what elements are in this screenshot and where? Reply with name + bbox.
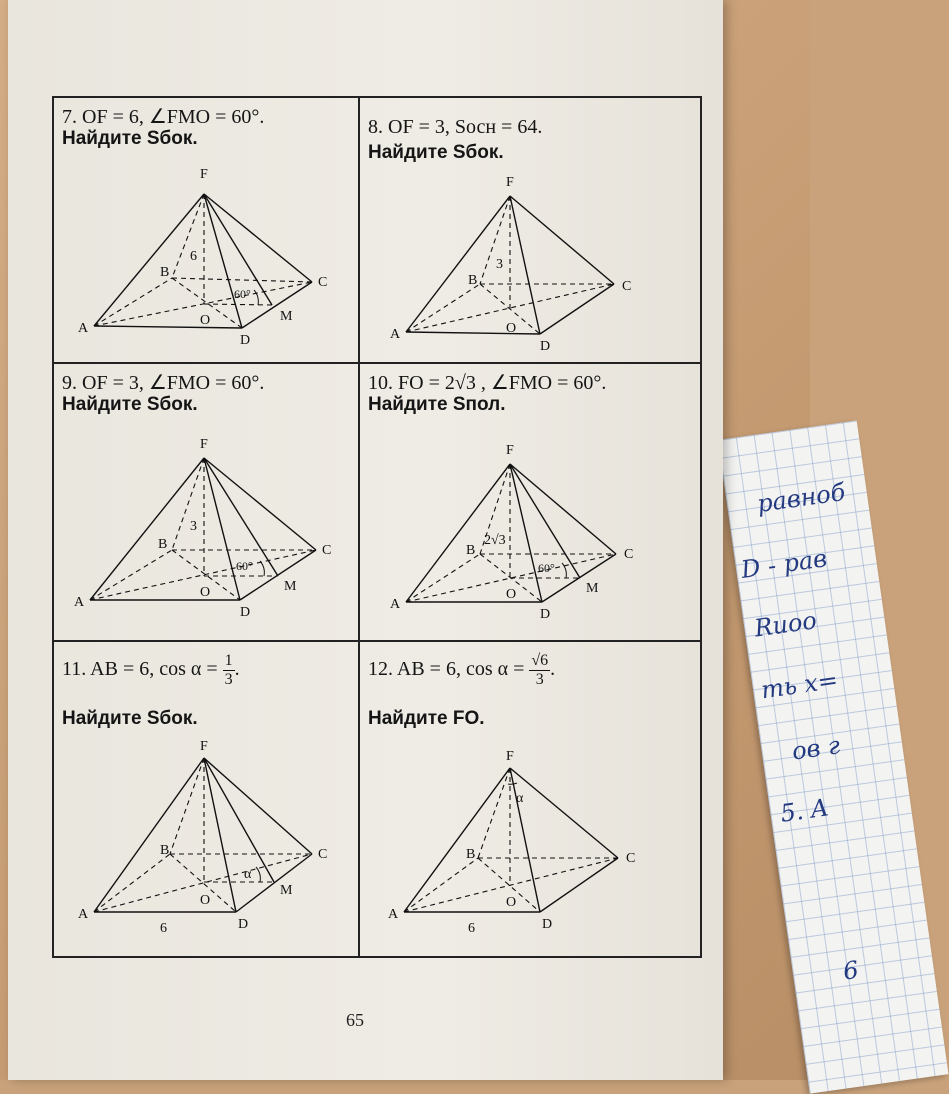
problem-7 [53, 97, 359, 363]
vertex-label: O [506, 587, 517, 602]
problem-task: Найдите Sбок. [62, 394, 198, 415]
fraction: $\frac{√6}{3}$ [531, 652, 549, 688]
vertex-label: A [78, 907, 89, 922]
vertex-label: F [200, 437, 208, 452]
vertex-label: F [200, 739, 208, 754]
vertex-label: D [542, 917, 553, 932]
handwritten-line: 5. A [778, 793, 830, 828]
vertex-label: A [388, 907, 399, 922]
angle-label: 60° [234, 287, 251, 301]
height-label: 2√3 [484, 533, 506, 548]
handwritten-line: ть x= [759, 665, 840, 705]
side-label: 6 [160, 921, 167, 936]
handwritten-line: равноб [755, 477, 847, 519]
vertex-label: B [160, 843, 170, 858]
angle-label: α [516, 791, 524, 806]
angle-label: α [244, 867, 252, 882]
problem-11 [53, 641, 359, 957]
vertex-label: C [318, 275, 328, 290]
problem-title: 12. AB = 6, cos α = $\frac{√6}{3}$ . [368, 652, 556, 688]
vertex-label: B [160, 265, 170, 280]
pyramid-diagram [54, 98, 360, 364]
vertex-label: F [506, 749, 514, 764]
pyramid-diagram [360, 642, 702, 958]
vertex-label: A [390, 597, 401, 612]
side-label: 6 [468, 921, 475, 936]
vertex-label: C [318, 847, 328, 862]
vertex-label: C [622, 279, 632, 294]
vertex-label: B [466, 543, 476, 558]
vertex-label: O [200, 585, 211, 600]
vertex-label: C [624, 547, 634, 562]
handwritten-line: D - рав [739, 544, 829, 584]
vertex-label: D [540, 339, 551, 354]
vertex-label: B [468, 273, 478, 288]
vertex-label: C [626, 851, 636, 866]
vertex-label: A [78, 321, 89, 336]
problem-title: 11. AB = 6, cos α = $\frac{1}{3}$ . [62, 652, 240, 688]
vertex-label: F [506, 175, 514, 190]
height-label: 6 [190, 249, 197, 264]
problem-9 [53, 363, 359, 641]
page-number: 65 [346, 1010, 364, 1030]
vertex-label: M [586, 581, 599, 596]
vertex-label: O [506, 321, 517, 336]
vertex-label: F [506, 443, 514, 458]
problem-task: Найдите FO. [368, 708, 485, 729]
problem-title: 8. OF = 3, Sосн = 64. [368, 116, 543, 138]
pyramid-diagram [360, 364, 702, 642]
vertex-label: B [466, 847, 476, 862]
fraction: $\frac{1}{3}$ [224, 652, 233, 688]
handwritten-line: Rиоо [752, 606, 819, 643]
vertex-label: O [200, 313, 211, 328]
vertex-label: D [540, 607, 551, 622]
height-label: 3 [496, 257, 503, 272]
problem-title: 10. FO = 2√3 , ∠FMO = 60°. [368, 372, 607, 394]
vertex-label: O [200, 893, 211, 908]
problem-task: Найдите Sбок. [62, 128, 198, 149]
handwritten-line: 6 [841, 955, 861, 986]
problem-grid [52, 96, 702, 958]
vertex-label: M [280, 309, 293, 324]
vertex-label: A [74, 595, 85, 610]
problem-task: Найдите Sбок. [368, 142, 504, 163]
vertex-label: F [200, 167, 208, 182]
vertex-label: B [158, 537, 168, 552]
angle-label: 60° [538, 561, 555, 575]
pyramid-diagram [54, 642, 360, 958]
problem-task: Найдите Sпол. [368, 394, 506, 415]
pyramid-diagram [54, 364, 360, 642]
vertex-label: A [390, 327, 401, 342]
problem-10 [359, 363, 701, 641]
problem-8 [359, 97, 701, 363]
problem-task: Найдите Sбок. [62, 708, 198, 729]
book-page [8, 0, 723, 1080]
vertex-label: D [240, 605, 251, 620]
handwritten-line: ов г [790, 731, 842, 766]
vertex-label: D [240, 333, 251, 348]
vertex-label: M [284, 579, 297, 594]
height-label: 3 [190, 519, 197, 534]
vertex-label: D [238, 917, 249, 932]
problem-12 [359, 641, 701, 957]
pyramid-diagram [360, 98, 702, 364]
problem-title: 9. OF = 3, ∠FMO = 60°. [62, 372, 265, 394]
vertex-label: M [280, 883, 293, 898]
vertex-label: C [322, 543, 332, 558]
vertex-label: O [506, 895, 517, 910]
angle-label: 60° [236, 559, 253, 573]
problem-title: 7. OF = 6, ∠FMO = 60°. [62, 106, 265, 128]
